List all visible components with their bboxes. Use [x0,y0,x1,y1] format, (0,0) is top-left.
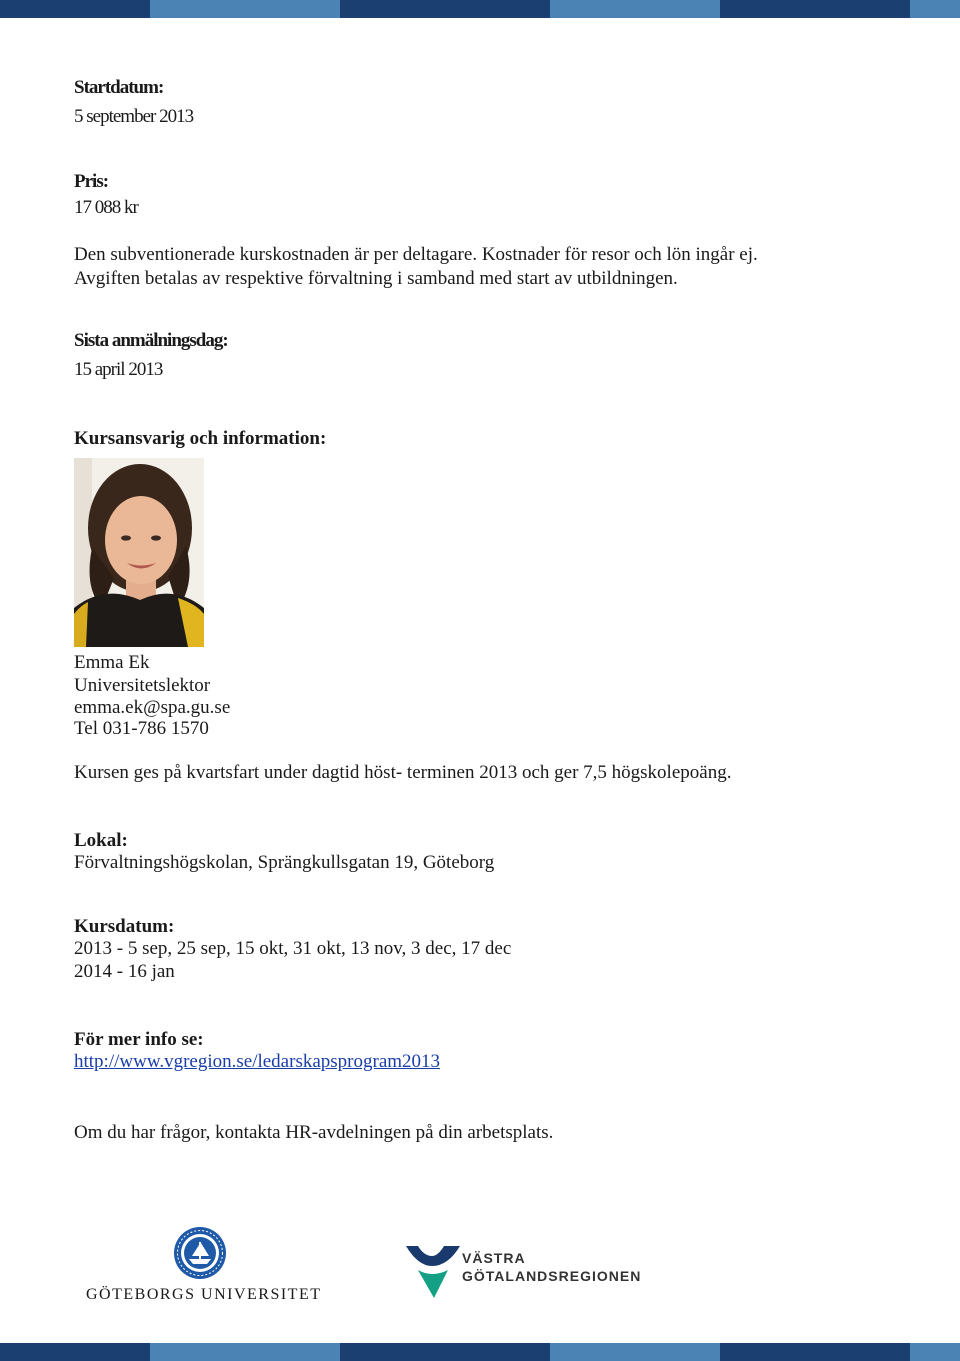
deadline-heading: Sista anmälningsdag: [74,330,228,351]
deadline-value: 15 april 2013 [74,359,163,380]
band-stripe [340,0,550,18]
portrait-illustration [74,458,204,647]
questions-text: Om du har frågor, kontakta HR-avdelningen på din arbetsplats. [74,1122,554,1143]
gu-logo [86,1226,322,1306]
price-heading: Pris: [74,171,109,192]
band-stripe [0,1343,150,1361]
band-stripe [720,1343,910,1361]
price-note-line-2: Avgiften betalas av respektive förvaltning i samband med start av utbildningen. [74,268,678,289]
start-date-heading: Startdatum: [74,77,164,98]
course-dates-line-2: 2014 - 16 jan [74,961,175,982]
top-decorative-band [0,0,960,18]
location-value: Förvaltningshögskolan, Sprängkullsgatan 19, Göteborg [74,852,495,873]
responsible-heading: Kursansvarig och information: [74,428,327,449]
location-heading: Lokal: [74,830,128,851]
course-dates-line-1: 2013 - 5 sep, 25 sep, 15 okt, 31 okt, 13 nov, 3 dec, 17 dec [74,938,512,959]
vgr-emblem-icon [404,1244,464,1300]
contact-email[interactable]: emma.ek@spa.gu.se [74,697,231,718]
vgr-logo-line-1: VÄSTRA [462,1250,526,1266]
vgr-logo [404,1244,654,1300]
contact-title: Universitetslektor [74,675,211,696]
contact-photo [74,458,204,647]
band-stripe [340,1343,550,1361]
price-value: 17 088 kr [74,197,138,218]
gu-seal-icon [86,1226,316,1286]
start-date-value: 5 september 2013 [74,106,194,127]
band-stripe [0,0,150,18]
more-info-heading: För mer info se: [74,1029,204,1050]
more-info-link[interactable]: http://www.vgregion.se/ledarskapsprogram2013 [74,1051,441,1072]
band-stripe [720,0,910,18]
course-dates-heading: Kursdatum: [74,916,175,937]
course-note: Kursen ges på kvartsfart under dagtid höst- terminen 2013 och ger 7,5 högskolepoäng. [74,762,732,783]
gu-logo-name: GÖTEBORGS UNIVERSITET [86,1286,322,1303]
vgr-logo-line-2: GÖTALANDSREGIONEN [462,1268,642,1284]
bottom-decorative-band [0,1343,960,1361]
contact-phone: Tel 031-786 1570 [74,718,209,739]
contact-name: Emma Ek [74,652,150,673]
price-note-line-1: Den subventionerade kurskostnaden är per deltagare. Kostnader för resor och lön ingår ej. [74,244,758,265]
